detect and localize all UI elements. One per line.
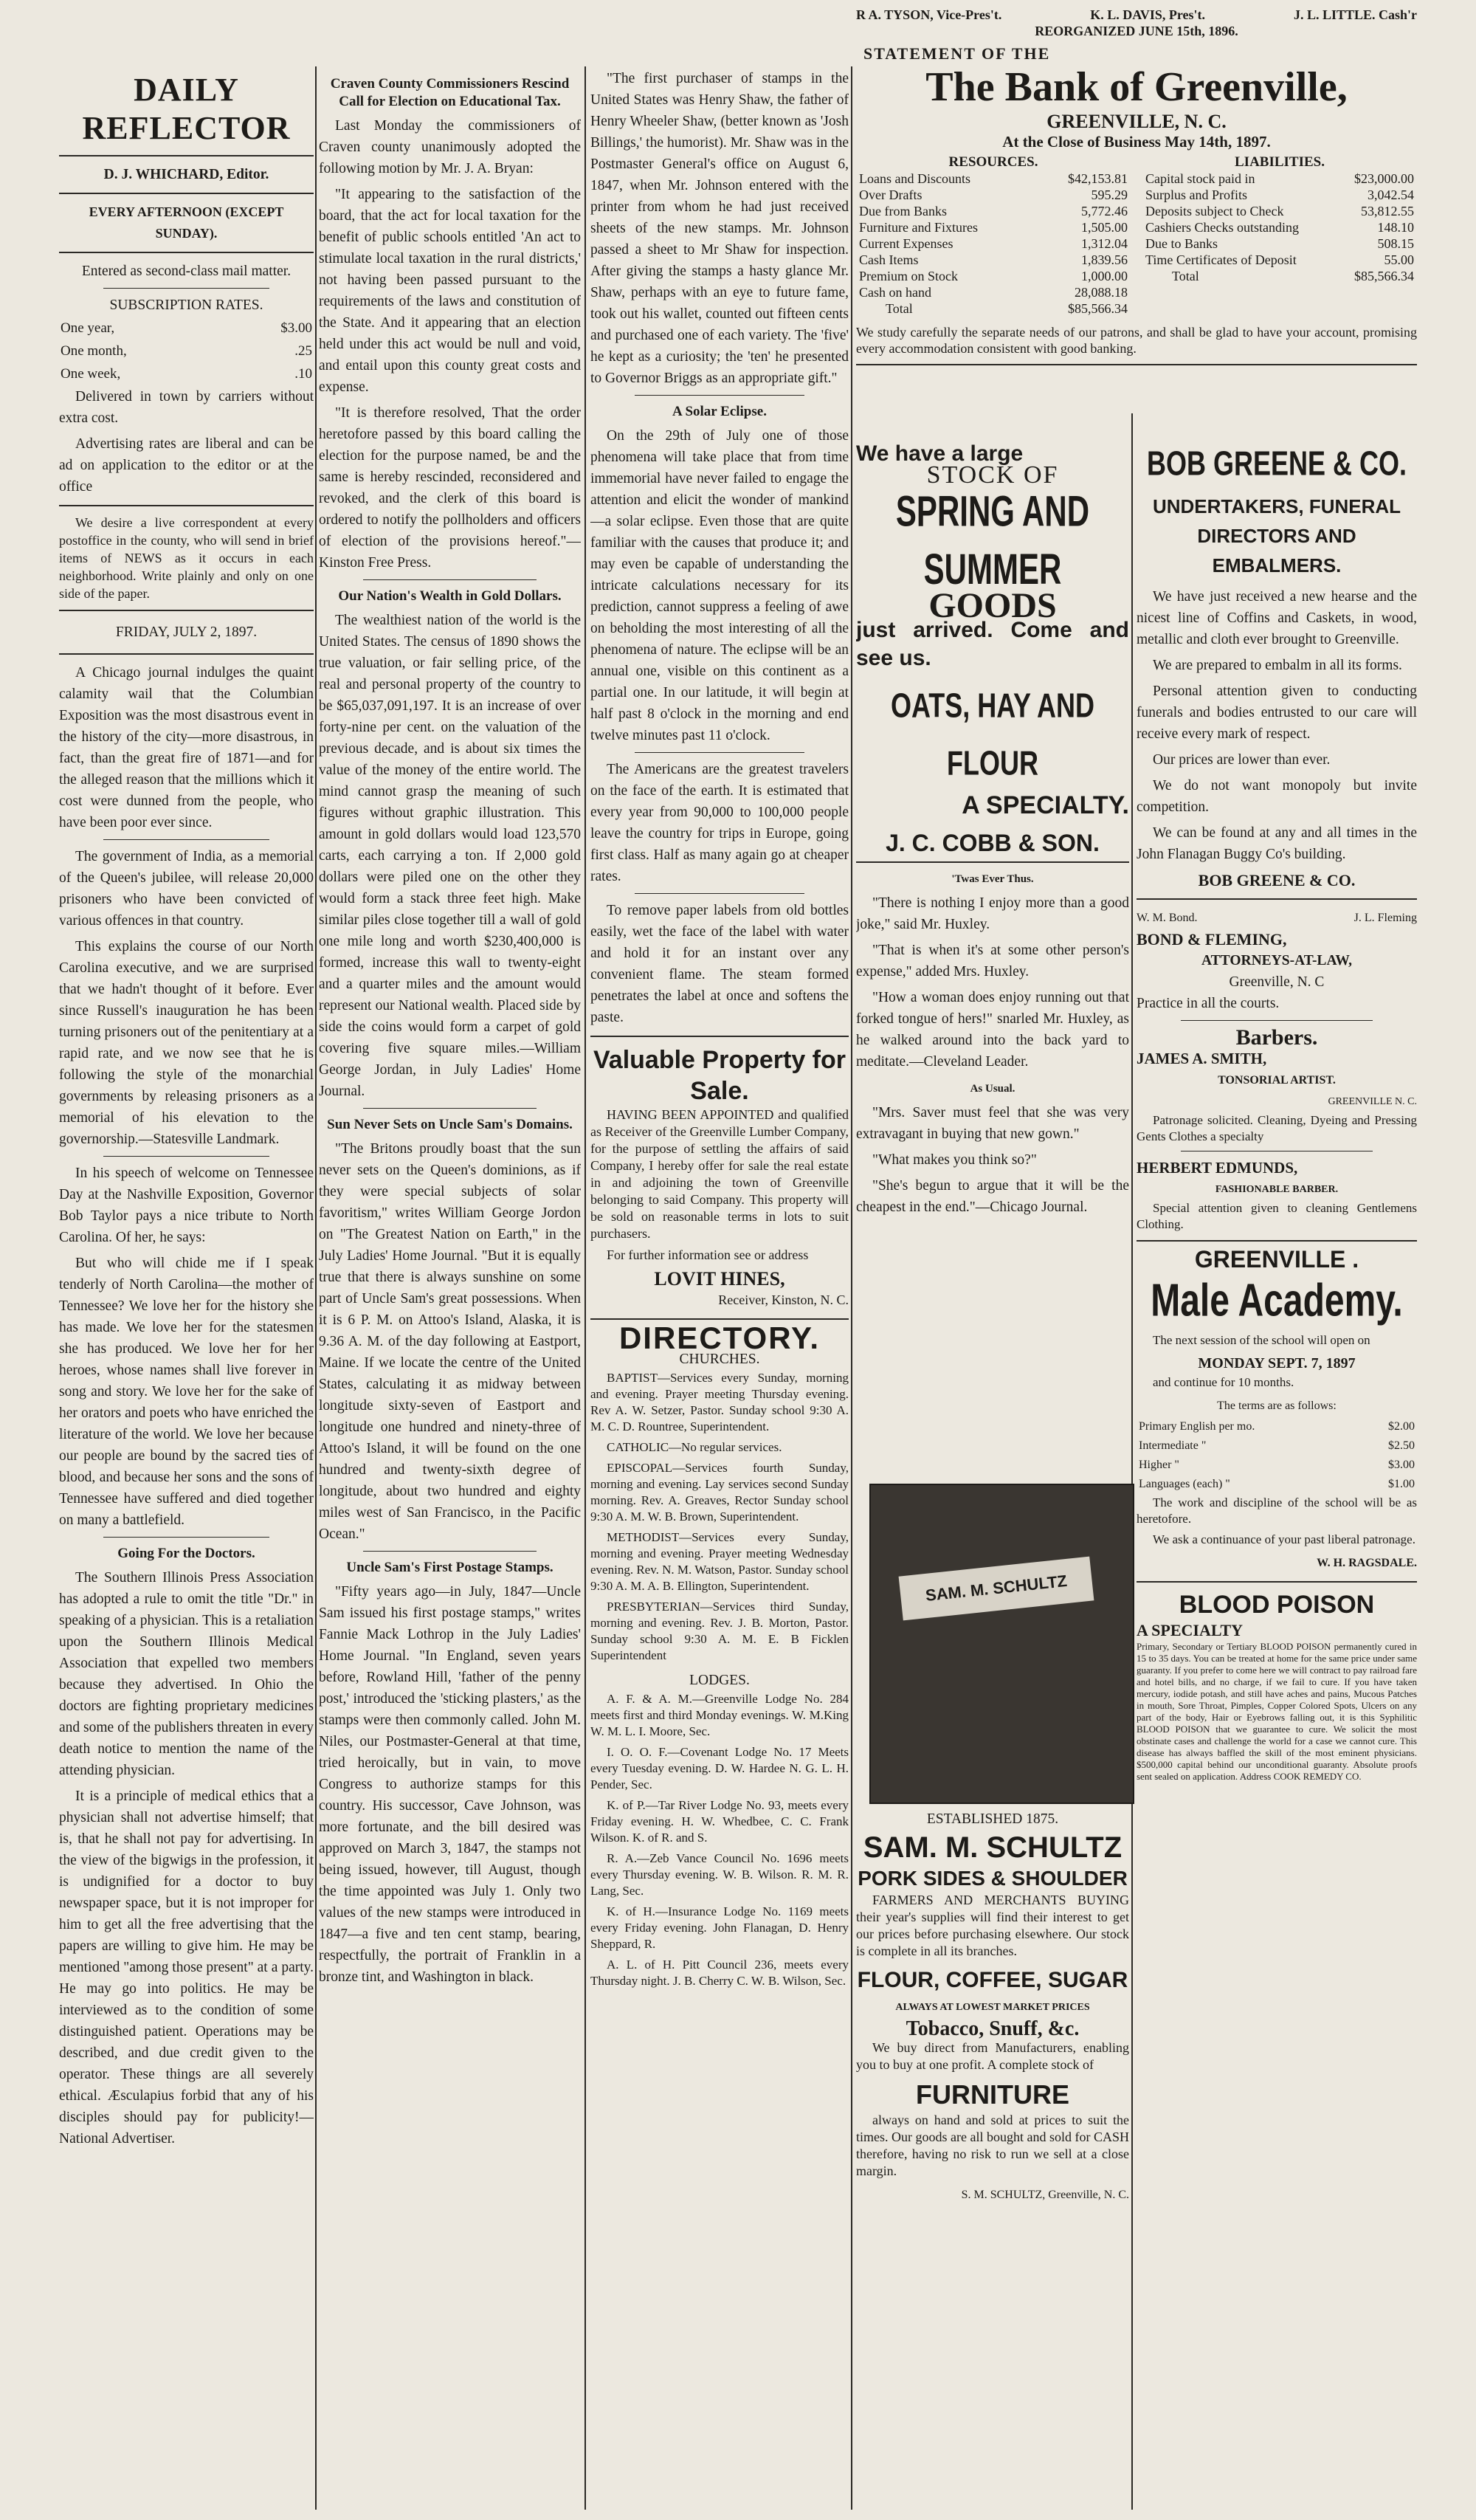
cobb-line: J. C. COBB & SON. bbox=[886, 830, 1100, 856]
lodges-header: LODGES. bbox=[689, 1673, 750, 1688]
table-row bbox=[1138, 1437, 1415, 1455]
article-heading: Uncle Sam's First Postage Stamps. bbox=[346, 1560, 554, 1575]
store-sign: SAM. M. SCHULTZ bbox=[899, 1557, 1094, 1621]
article-paragraph: This explains the course of our North Carolina executive, and we are surprised that we hadn't thought of it before. Ever since Russell's inauguration he has been turning prisoners out of the penitentiary at a rapid rate, and we now see that he is following the style of the monarchial governments by releasing prisoners as a memorial of his elevation to the governorship.—Statesville Landmark. bbox=[59, 939, 314, 1147]
cobb-line: just arrived. Come and see us. bbox=[856, 618, 1129, 670]
article-paragraph: "The Britons proudly boast that the sun never sets on the Queen's dominions, as if they were special subjects of solar favoritism," writes William George Jordon on "The Greatest Nation on Earth," in the July Ladies' Home Journal. "But it is equally true that there is always sunshine on some part of Uncle Sam's great possessions. When it is 6 P. M. on Attoo's Island, Alaska, it is 9.36 A. M. of the day following at Eastport, Maine. If we locate the centre of the United States, calculating it as midway between longitude sixty-seven of Eastport and longitude one hundred and ninety-three of Attoo's Island, it will be found on the one hundred and twenty-sixth degree of longitude, about two hundred and eighty miles west of San Francisco, in the Pacific Ocean." bbox=[319, 1141, 581, 1542]
table-value: 5,772.46 bbox=[1081, 204, 1128, 218]
table-label: Primary English per mo. bbox=[1139, 1420, 1255, 1433]
table-row bbox=[856, 219, 1131, 235]
article-paragraph: A Chicago journal indulges the quaint calamity wail that the Columbian Exposition was the most disastrous event in the history of the city—more disastrous, in fact, than the great fire of 1871—and for the alleged reason that the millions which it cost were dunned from the people, who have been poor ever since. bbox=[59, 665, 314, 830]
table-row bbox=[1142, 187, 1417, 203]
cobb-line: OATS, HAY AND FLOUR bbox=[890, 685, 1095, 782]
table-row bbox=[1142, 171, 1417, 187]
sale-name: LOVIT HINES, bbox=[654, 1268, 785, 1290]
table-value: $2.00 bbox=[1388, 1420, 1415, 1433]
column-rule bbox=[315, 66, 317, 2510]
academy-terms bbox=[1137, 1416, 1417, 1495]
table-row bbox=[856, 252, 1131, 268]
table-row bbox=[856, 171, 1131, 187]
greene-text: Our prices are lower than ever. bbox=[1153, 752, 1331, 768]
schultz-furniture: FURNITURE bbox=[916, 2079, 1069, 2110]
table-value: 1,839.56 bbox=[1081, 252, 1128, 267]
table-label: Cash on hand bbox=[859, 285, 931, 300]
article-paragraph: "That is when it's at some other person's expense," added Mrs. Huxley. bbox=[856, 943, 1129, 980]
schultz-flour: FLOUR, COFFEE, SUGAR bbox=[857, 1968, 1128, 1992]
sale-text: HAVING BEEN APPOINTED and qualified as Receiver of the Greenville Lumber Company, for the purpose of settling the affairs of said Company, I hereby offer for sale the real estate in and adjoining the town of Greenville belonging to said Company. This property will be sold on reasonable terms in lots to suit purchasers. bbox=[590, 1107, 849, 1241]
table-label: Surplus and Profits bbox=[1145, 187, 1248, 202]
table-row bbox=[1138, 1456, 1415, 1474]
table-value: 1,000.00 bbox=[1081, 269, 1128, 283]
table-label: Total bbox=[1172, 269, 1199, 283]
academy-town: GREENVILLE . bbox=[1194, 1246, 1359, 1273]
article-paragraph: Last Monday the commissioners of Craven county unanimously adopted the following motion by Mr. J. A. Bryan: bbox=[319, 118, 581, 176]
issue-date: FRIDAY, JULY 2, 1897. bbox=[115, 624, 258, 640]
schultz-tobacco: Tobacco, Snuff, &c. bbox=[906, 2017, 1080, 2040]
table-value: .25 bbox=[294, 343, 312, 359]
table-label: Total bbox=[886, 301, 913, 316]
churches-list bbox=[590, 1370, 849, 1664]
table-value: 148.10 bbox=[1377, 220, 1414, 235]
article-heading: As Usual. bbox=[970, 1083, 1015, 1095]
table-value: $1.00 bbox=[1388, 1478, 1415, 1490]
cobb-line: GOODS bbox=[928, 586, 1057, 625]
list-item: K. of P.—Tar River Lodge No. 93, meets every Friday evening. H. W. Whedbee, C. C. Frank Wilson. K. of R. and S. bbox=[590, 1798, 849, 1845]
store-illustration bbox=[869, 1484, 1134, 1804]
table-label: Furniture and Fixtures bbox=[859, 220, 978, 235]
article-paragraph: The wealthiest nation of the world is the United States. The census of 1890 shows the true valuation, or fair selling price, of the real and personal property of the country to be $65,037,091,197. It is an increase of over forty-nine per cent. on the valuation of the previous decade, and is about six times the value of the money of the entire world. The mind cannot grasp the meaning of such figures without graphic illustration. This amount in gold dollars would load 123,570 carts, each carrying a ton. If 2,000 gold dollars were piled one on the other they would form a stack three feet high. Make similar piles close together till a wall of gold one mile long and worth $230,400,000 is formed, increase this wall to twenty-eight and a quarter miles and the amount would represent our National wealth. Placed side by side the coins would form a carpet of gold covering five square miles.—William George Jordan, in July Ladies' Home Journal. bbox=[319, 613, 581, 1099]
table-value: 1,312.04 bbox=[1081, 236, 1128, 251]
resources-table bbox=[856, 171, 1131, 317]
edmunds-name: HERBERT EDMUNDS, bbox=[1137, 1159, 1298, 1177]
table-row bbox=[61, 317, 312, 339]
table-label: Intermediate " bbox=[1139, 1439, 1207, 1452]
fleming-name: J. L. Fleming bbox=[1353, 912, 1417, 924]
table-row bbox=[61, 340, 312, 362]
schedule-line: EVERY AFTERNOON (EXCEPT SUNDAY). bbox=[89, 204, 284, 241]
greene-signoff: BOB GREENE & CO. bbox=[1198, 871, 1356, 889]
table-row bbox=[856, 187, 1131, 203]
article-paragraph: "There is nothing I enjoy more than a good joke," said Mr. Huxley. bbox=[856, 895, 1129, 932]
article-paragraph: In his speech of welcome on Tennessee Day at the Nashville Exposition, Governor Bob Taylor pays a nice tribute to North Carolina. Of her, he says: bbox=[59, 1166, 314, 1245]
article-heading: A Solar Eclipse. bbox=[672, 404, 767, 419]
list-item: EPISCOPAL—Services fourth Sunday, morning and evening. Lay services second Sunday morning. Rev. A. Greaves, Rector Sunday school 9:30 A. M. W. B. Brown, Superintendent. bbox=[590, 1461, 849, 1524]
sale-more: For further information see or address bbox=[607, 1247, 809, 1262]
greene-text: We have just received a new hearse and the nicest line of Coffins and Caskets, in wood, metallic and cloth ever brought to Greenville. bbox=[1137, 589, 1417, 647]
rates-title: SUBSCRIPTION RATES. bbox=[109, 297, 263, 313]
table-row bbox=[1142, 235, 1417, 252]
table-value: 3,042.54 bbox=[1368, 187, 1414, 202]
bank-footer: We study carefully the separate needs of our patrons, and shall be glad to have your account, promising every accommodation consistent with good banking. bbox=[856, 325, 1417, 356]
cobb-line: We have a large bbox=[856, 443, 1024, 466]
column-5 bbox=[1137, 443, 1417, 2502]
entered-line: Entered as second-class mail matter. bbox=[81, 264, 292, 279]
academy-title: Male Academy. bbox=[1151, 1275, 1403, 1326]
table-row bbox=[856, 284, 1131, 300]
table-value: 508.15 bbox=[1377, 236, 1414, 251]
table-value: $85,566.34 bbox=[1068, 301, 1128, 316]
greene-text: We can be found at any and all times in the John Flanagan Buggy Co's building. bbox=[1137, 825, 1417, 862]
table-value: $3.00 bbox=[280, 320, 312, 336]
schultz-pork: PORK SIDES & SHOULDER bbox=[858, 1867, 1128, 1890]
academy-text: and continue for 10 months. bbox=[1153, 1375, 1294, 1389]
academy-terms-head: The terms are as follows: bbox=[1217, 1400, 1337, 1412]
list-item: A. F. & A. M.—Greenville Lodge No. 284 meets first and third Monday evenings. W. M.King W. M. L. I. Moore, Sec. bbox=[590, 1692, 849, 1738]
correspondent-text: We desire a live correspondent at every postoffice in the county, who will send in brief items of NEWS as it occurs in each neighborhood. Write plainly and only on one side of the paper. bbox=[59, 515, 314, 601]
article-paragraph: "The first purchaser of stamps in the United States was Henry Shaw, the father of Henry Wheeler Shaw, (better known as 'Josh Billings,' the humorist). Mr. Shaw was in the Postmaster General's office on August 6, 1847, when Mr. Johnson entered with the printer from whom he had just received sheets of the new stamps. Mr. Johnson passed a sheet to Mr Shaw for inspection. After giving the stamps a hasty glance Mr. Shaw, perhaps with an eye to future fame, took out his wallet, counted out fifteen cents and purchased one of each variety. The 'five' he kept as a curiosity; the 'ten' he presented to Governor Briggs as an appropriate gift." bbox=[590, 71, 849, 386]
schultz-established: ESTABLISHED 1875. bbox=[926, 1811, 1059, 1827]
table-label: Capital stock paid in bbox=[1145, 171, 1255, 186]
bank-statement-label: STATEMENT OF THE bbox=[863, 44, 1051, 63]
greene-text: We are prepared to embalm in all its forms. bbox=[1153, 658, 1402, 673]
greene-subtitle: UNDERTAKERS, FUNERAL DIRECTORS AND EMBALMERS. bbox=[1152, 495, 1401, 576]
schultz-signoff: S. M. SCHULTZ, Greenville, N. C. bbox=[961, 2189, 1129, 2201]
table-row bbox=[1138, 1476, 1415, 1493]
editor-line: D. J. WHICHARD, Editor. bbox=[103, 167, 269, 182]
table-value: $23,000.00 bbox=[1354, 171, 1414, 186]
table-label: One week, bbox=[61, 366, 121, 382]
table-row bbox=[1142, 252, 1417, 268]
smith-text: Patronage solicited. Cleaning, Dyeing and Pressing Gents Clothes a specialty bbox=[1137, 1113, 1417, 1143]
cobb-line: STOCK OF bbox=[926, 461, 1059, 489]
cobb-line: A SPECIALTY. bbox=[962, 791, 1129, 819]
table-label: Higher " bbox=[1139, 1459, 1179, 1471]
article-paragraph: "She's begun to argue that it will be the cheapest in the end."—Chicago Journal. bbox=[856, 1178, 1129, 1215]
schultz-farmers: FARMERS AND MERCHANTS BUYING their year's supplies will find their interest to get our prices before purchasing elsewhere. Our stock is complete in all its branches. bbox=[856, 1893, 1129, 1958]
blood-text: Primary, Secondary or Tertiary BLOOD POISON permanently cured in 15 to 35 days. You can be treated at home for the same price under same guaranty. If you prefer to come here we will contract to pay railroad fare and hotel bills, and no charge, if we fail to cure. If you have taken mercury, iodide potash, and still have aches and pains, Mucous Patches in mouth, Sore Throat, Pimples, Copper Colored Spots, Ulcers on any part of the body, Hair or Eyebrows falling out, it is this Syphilitic BLOOD POISON that we guarantee to cure. We solicit the most obstinate cases and challenge the world for a case we cannot cure. This disease has always baffled the skill of the most eminent physicians. $500,000 capital behind our unconditional guaranty. Absolute proofs sent sealed on application. Address COOK REMEDY CO. bbox=[1137, 1641, 1417, 1782]
table-row bbox=[1142, 203, 1417, 219]
edmunds-title: FASHIONABLE BARBER. bbox=[1215, 1184, 1339, 1195]
edmunds-text: Special attention given to cleaning Gentlemens Clothing. bbox=[1137, 1201, 1417, 1231]
table-label: Cashiers Checks outstanding bbox=[1145, 220, 1299, 235]
article-paragraph: "It appearing to the satisfaction of the board, that the act for local taxation for the benefit of public schools entitled 'An act to stimulate local taxation in the rural districts,' not having been passed pursuant to the requirements of the laws and constitution of the State. And it appearing that an election held under this act would be null and void, and entail upon this county great costs and expense. bbox=[319, 187, 581, 395]
article-paragraph: The Americans are the greatest travelers on the face of the earth. It is estimated that every year from 90,000 to 100,000 people leave the country for trips in Europe, going first class. Half as many again go at cheaper rates. bbox=[590, 762, 849, 884]
bond-name: W. M. Bond. bbox=[1137, 912, 1198, 924]
sale-address: Receiver, Kinston, N. C. bbox=[718, 1292, 849, 1307]
article-paragraph: It is a principle of medical ethics that a physician shall not advertise himself; that is, that he shall not pay for advertising. In the view of the bigwigs in the profession, it is undignified for a doctor to buy newspaper space, but it is not improper for him to get all the free advertising that the papers are willing to give him. He may be mentioned "among those present" at a party. He may go into politics. He may be interviewed as to the condition of some distinguished patient. Operations may be described, and due credit given to the operator. These things are all severely ethical. Æsculapius forbid that any of his disciples should pay for publicity!—National Advertiser. bbox=[59, 1789, 314, 2147]
table-value: $85,566.34 bbox=[1354, 269, 1414, 283]
article-paragraph: "Mrs. Saver must feel that she was very extravagant in buying that new gown." bbox=[856, 1105, 1129, 1142]
table-label: Premium on Stock bbox=[859, 269, 958, 283]
table-row bbox=[61, 363, 312, 385]
table-label: Cash Items bbox=[859, 252, 919, 267]
lodges-list bbox=[590, 1691, 849, 1989]
article-heading: 'Twas Ever Thus. bbox=[951, 873, 1034, 885]
table-label: One year, bbox=[61, 320, 115, 336]
barbers-title: Barbers. bbox=[1235, 1025, 1318, 1050]
column-3 bbox=[590, 68, 849, 2504]
blood-subtitle: A SPECIALTY bbox=[1137, 1621, 1244, 1639]
table-row bbox=[856, 268, 1131, 284]
table-label: Current Expenses bbox=[859, 236, 953, 251]
smith-place: GREENVILLE N. C. bbox=[1328, 1096, 1417, 1107]
directory-title: DIRECTORY. bbox=[618, 1321, 821, 1355]
article-heading: Going For the Doctors. bbox=[117, 1546, 255, 1561]
masthead: DAILY REFLECTOR bbox=[82, 72, 291, 146]
liabilities-table bbox=[1142, 171, 1417, 284]
table-row bbox=[856, 300, 1131, 317]
table-value: 55.00 bbox=[1384, 252, 1414, 267]
schultz-ad bbox=[856, 1808, 1129, 2502]
churches-header: CHURCHES. bbox=[679, 1352, 760, 1367]
article-paragraph: The Southern Illinois Press Association has adopted a rule to omit the title "Dr." in speaking of a physician. This is a retaliation upon the Southern Illinois Medical Association that expelled two members because they advertised. In Ohio the doctors are fighting proprietary medicines and some of the publishers threaten in every death notice to mention the name of the attending physician. bbox=[59, 1570, 314, 1778]
article-heading: Our Nation's Wealth in Gold Dollars. bbox=[338, 588, 562, 604]
table-label: Loans and Discounts bbox=[859, 171, 970, 186]
delivered-text: Delivered in town by carriers without extra cost. bbox=[59, 389, 314, 426]
bank-close-date: At the Close of Business May 14th, 1897. bbox=[1002, 133, 1271, 151]
table-value: $3.00 bbox=[1388, 1459, 1415, 1471]
list-item: A. L. of H. Pitt Council 236, meets every Thursday night. J. B. Cherry C. W. B. Wilson, Sec. bbox=[590, 1958, 849, 1988]
advertising-text: Advertising rates are liberal and can be ad on application to the editor or at the office bbox=[59, 436, 314, 495]
bank-statement: R A. TYSON, Vice-Pres't. K. L. DAVIS, Pres't. J. L. LITTLE. Cash'r REORGANIZED JUNE 15th, 1896. STATEMENT OF THE The Bank of Greenville, GREENVILLE, N. C. At the Close of Business May 14th, 1897. RESOURCES. Loans and Discounts $42,153.81 Over Drafts 595.29 Due from Banks 5,772.46 Furniture and Fixtures 1,505.00 Current Expenses 1,312.04 Cash Items 1,839.56 Premium on Stock 1,000.00 Cash on hand 28,088.18 Total $85,566.34 LIABILITIES. Capital stock paid in $23,000.00 Surplus and Profits 3,042.54 Deposits subject to Check 53,812.55 Cashiers Checks outstanding 148.10 Due to Banks 508.15 Time Certificates of Deposit 55.00 Total $85,566.34 We study carefully the separate needs of our patrons, and shall be glad to have your account, promising every accommodation consistent with good banking. bbox=[856, 44, 1417, 373]
table-label: Deposits subject to Check bbox=[1145, 204, 1284, 218]
column-2 bbox=[319, 68, 581, 2504]
table-label: Due from Banks bbox=[859, 204, 947, 218]
academy-text: We ask a continuance of your past liberal patronage. bbox=[1153, 1532, 1415, 1546]
table-row bbox=[1142, 268, 1417, 284]
table-label: One month, bbox=[61, 343, 127, 359]
academy-text: The next session of the school will open on bbox=[1153, 1333, 1370, 1347]
article-paragraph: But who will chide me if I speak tenderly of North Carolina—the mother of Tennessee? We love her for the history she has made. We love her for the statesmen she has produced. We love her for her heroes, whose names shall live forever in song and story. We love her for the sake of her orators and poets who have enriched the literature of the world. We love her because our people are bound by the sacred ties of blood, and because her sons and the sons of Tennessee have suffered and died together on many a battlefield. bbox=[59, 1256, 314, 1528]
smith-name: JAMES A. SMITH, bbox=[1137, 1050, 1267, 1067]
column-rule bbox=[584, 66, 586, 2510]
article-paragraph: On the 29th of July one of those phenomena will take place that from time immemorial have never failed to engage the attention and elicit the wonder of mankind—a solar eclipse. Even those that are quite familiar with the causes that produce it; and may even be capable of understanding the intricate calculations necessary for its prediction, cannot suppress a feeling of awe on beholding the most interesting of all the phenomena of nature. The eclipse will be an annual one, visible on this continent as a partial one. In our latitude, it will begin at half past 8 o'clock in the morning and end twelve minutes past 11 o'clock. bbox=[590, 428, 849, 743]
schultz-market: ALWAYS AT LOWEST MARKET PRICES bbox=[895, 2002, 1090, 2013]
table-value: $42,153.81 bbox=[1068, 171, 1128, 186]
sale-title: Valuable Property for Sale. bbox=[593, 1046, 846, 1105]
article-paragraph: "What makes you think so?" bbox=[872, 1152, 1037, 1168]
table-value: 28,088.18 bbox=[1075, 285, 1128, 300]
article-paragraph: "Fifty years ago—in July, 1847—Uncle Sam issued his first postage stamps," writes Fannie Mack Lothrop in the July Ladies' Home Journal. "In England, seven years before, Rowland Hill, 'father of the penny post,' introduced the 'sticking plasters,' as the stamps were then commonly called. John M. Niles, our Postmaster-General at that time, tried heroically, but in vain, to move Congress to authorize stamps for this country. His successor, Cave Johnson, was more fortunate, and the bill desired was approved on March 3, 1847, the stamps not being issued, however, till August, though the time appointed was July 1. Only two values of the new stamps were introduced in 1847—a five and ten cent stamp, bearing, respectfully, the portrait of Franklin in a bronze tint, and Washington in black. bbox=[319, 1584, 581, 1985]
list-item: CATHOLIC—No regular services. bbox=[607, 1440, 782, 1454]
academy-signoff: W. H. RAGSDALE. bbox=[1317, 1557, 1417, 1569]
table-row bbox=[856, 235, 1131, 252]
bond-place: Greenville, N. C bbox=[1229, 974, 1325, 990]
bank-place: GREENVILLE, N. C. bbox=[1046, 111, 1227, 132]
table-label: Due to Banks bbox=[1145, 236, 1218, 251]
list-item: R. A.—Zeb Vance Council No. 1696 meets every Thursday evening. W. B. Wilson. R. M. R. Lang, Sec. bbox=[590, 1851, 849, 1898]
table-label: Languages (each) " bbox=[1139, 1478, 1230, 1490]
table-value: 1,505.00 bbox=[1081, 220, 1128, 235]
academy-date: MONDAY SEPT. 7, 1897 bbox=[1198, 1355, 1356, 1371]
table-label: Over Drafts bbox=[859, 187, 922, 202]
table-row bbox=[856, 203, 1131, 219]
greene-text: Personal attention given to conducting funerals and bodies entrusted to our care will receive every mark of respect. bbox=[1137, 684, 1417, 742]
list-item: K. of H.—Insurance Lodge No. 1169 meets every Friday evening. John Flanagan, D. Henry Sheppard, R. bbox=[590, 1904, 849, 1951]
bond-firm: BOND & FLEMING, bbox=[1137, 930, 1287, 949]
article-heading: Craven County Commissioners Rescind Call for Election on Educational Tax. bbox=[330, 76, 570, 109]
column-1 bbox=[59, 68, 314, 2504]
bond-practice: Practice in all the courts. bbox=[1137, 996, 1280, 1011]
article-paragraph: The government of India, as a memorial of the Queen's jubilee, will release 20,000 prisoners who have been convicted of various offences in that country. bbox=[59, 849, 314, 929]
table-label: Time Certificates of Deposit bbox=[1145, 252, 1297, 267]
schultz-name: SAM. M. SCHULTZ bbox=[863, 1831, 1122, 1864]
table-row bbox=[1142, 219, 1417, 235]
academy-text: The work and discipline of the school will be as heretofore. bbox=[1137, 1495, 1417, 1526]
table-value: 53,812.55 bbox=[1361, 204, 1414, 218]
article-paragraph: "It is therefore resolved, That the order heretofore passed by this board calling the election for the purpose named, be and the same is hereby rescinded, reconsidered and revoked, and the clerk of this board is ordered to notify the pollholders and officers of election of the provisions hereof."—Kinston Free Press. bbox=[319, 405, 581, 571]
greene-text: We do not want monopoly but invite competition. bbox=[1137, 778, 1417, 815]
table-row bbox=[1138, 1418, 1415, 1436]
list-item: BAPTIST—Services every Sunday, morning and evening. Prayer meeting Thursday evening. Rev A. W. Setzer, Pastor. Sunday school 9:30 A. M. C. D. Rountree, Superintendent. bbox=[590, 1371, 849, 1433]
article-paragraph: "How a woman does enjoy running out that forked tongue of hers!" snarled Mr. Huxley, as he walked around into the back yard to meditate.—Cleveland Leader. bbox=[856, 990, 1129, 1070]
table-value: $2.50 bbox=[1388, 1439, 1415, 1452]
column-rule bbox=[1131, 413, 1133, 2510]
greene-title: BOB GREENE & CO. bbox=[1146, 443, 1407, 483]
list-item: PRESBYTERIAN—Services third Sunday, morning and evening. Rev. J. B. Morton, Pastor. Sunday school 9:30 A. M. E. B Ficklen Superintendent bbox=[590, 1600, 849, 1662]
list-item: METHODIST—Services every Sunday, morning and evening. Prayer meeting Wednesday evening. Rev. N. M. Watson, Pastor. Sunday school 9:30 A. M. A. B. Ellington, Superintendent. bbox=[590, 1530, 849, 1593]
liabilities-header: LIABILITIES. bbox=[1235, 154, 1325, 170]
article-heading: Sun Never Sets on Uncle Sam's Domains. bbox=[327, 1117, 573, 1132]
list-item: I. O. O. F.—Covenant Lodge No. 17 Meets every Tuesday evening. D. W. Hardee N. G. L. H. Pender, Sec. bbox=[590, 1745, 849, 1791]
article-paragraph: To remove paper labels from old bottles easily, wet the face of the label with water and hold it for an instant over any convenient flame. The steam formed penetrates the label at once and softens the paste. bbox=[590, 903, 849, 1025]
blood-title: BLOOD POISON bbox=[1179, 1591, 1375, 1619]
schultz-buy: We buy direct from Manufacturers, enabling you to buy at one profit. A complete stock of bbox=[856, 2040, 1129, 2072]
bank-title: The Bank of Greenville, bbox=[925, 64, 1348, 110]
rates-table bbox=[59, 316, 314, 386]
column-rule bbox=[851, 66, 852, 2510]
cobb-line: SPRING AND SUMMER bbox=[895, 486, 1090, 593]
resources-header: RESOURCES. bbox=[948, 154, 1038, 170]
table-value: 595.29 bbox=[1091, 187, 1128, 202]
smith-title: TONSORIAL ARTIST. bbox=[1218, 1074, 1336, 1087]
bond-title: ATTORNEYS-AT-LAW, bbox=[1201, 953, 1352, 968]
schultz-always: always on hand and sold at prices to suit the times. Our goods are all bought and sold for CASH therefore, having no risk to run we sell at a close margin. bbox=[856, 2113, 1129, 2178]
table-value: .10 bbox=[294, 366, 312, 382]
